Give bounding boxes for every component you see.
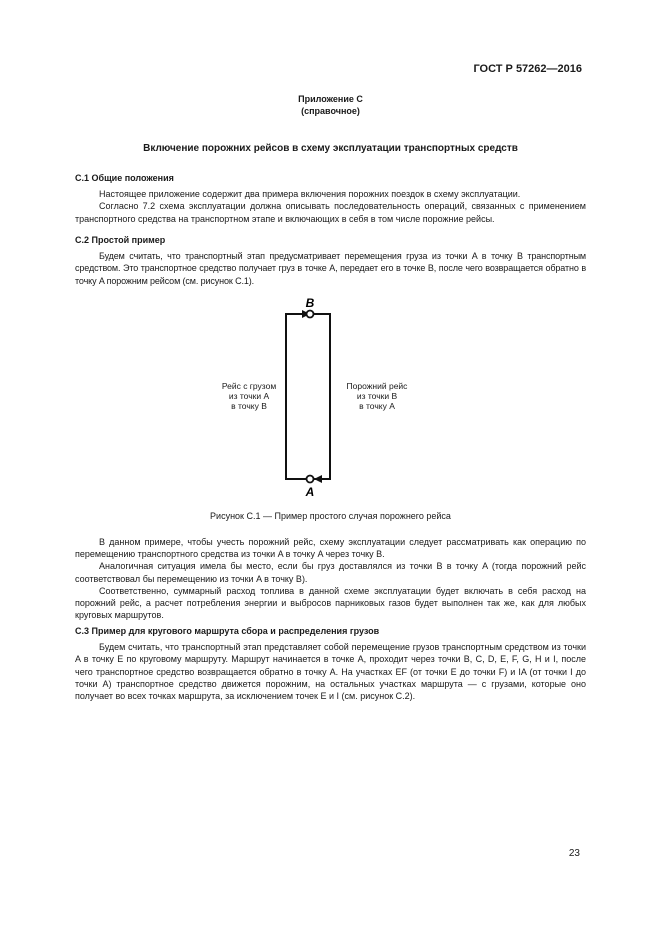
section-c1: [75, 172, 586, 225]
section-c3: [75, 625, 586, 702]
annex-heading: [0, 93, 661, 117]
figure-c1: [214, 295, 444, 505]
arrow-to-a-icon: [314, 475, 322, 483]
section-c2-continued: [75, 536, 586, 621]
page-number: 23: [568, 848, 580, 859]
section-c2-heading: С.2 Простой пример: [75, 235, 166, 245]
empty-trip-label: Порожний рейс из точки B в точку A: [346, 381, 408, 411]
section-c2-paragraph-4: Соответственно, суммарный расход топлива в данной схеме эксплуатации будет включать в себя расход на порожний рейс, а расчет потребления энергии и выбросов парниковых газов будет выполнен так же, как для любых круговых маршрутов.: [75, 585, 586, 621]
section-c1-heading: С.1 Общие положения: [75, 173, 174, 183]
section-c1-paragraph-1: Настоящее приложение содержит два примера включения порожних поездок в схему эксплуатации.: [99, 189, 521, 200]
loaded-trip-label: Рейс с грузом из точки A в точку B: [221, 381, 277, 411]
section-c3-paragraph-1: Будем считать, что транспортный этап представляет собой перемещение грузов транспортным средством из точки A в точку E по круговому маршруту. Маршрут начинается в точке A, проходит через точки B, C, D, E, F, G, H и I, после чего транспортное средство возвращается обратно в точку A. На участках EF (от точки E до точки F) и IA (от точки I до точки A) транспортное средство движется порожним, на остальных участках маршрута — с грузами, которые оно получает во всех точках маршрута, за исключением точек E и I (см. рисунок С.2).: [75, 642, 586, 702]
annex-note: (справочное): [301, 106, 360, 116]
point-a-label: A: [305, 485, 315, 499]
section-c1-paragraph-2: Согласно 7.2 схема эксплуатации должна описывать последовательность операций, связанных с применением транспортного средства на транспортном этапе и включающих в себя в том числе порожние рейсы.: [75, 201, 586, 224]
section-c2: [75, 234, 586, 287]
section-c3-heading: С.3 Пример для кругового маршрута сбора и распределения грузов: [75, 626, 380, 636]
section-c2-paragraph-2: В данном примере, чтобы учесть порожний рейс, схему эксплуатации следует рассматривать как операцию по перемещению транспортного средства из точки A в точку A через точку B.: [75, 537, 586, 560]
section-c2-paragraph-3: Аналогичная ситуация имела бы место, если бы груз доставлялся из точки B в точку A (тогда порожний рейс соответствовал бы перемещению из точки A в точку B).: [75, 561, 586, 584]
section-c2-paragraph-1: Будем считать, что транспортный этап предусматривает перемещения груза из точки A в точку B транспортным средством. Это транспортное средство получает груз в точке A, передает его в точке B, после чего возвращается обратно в точку A порожним рейсом (см. рисунок С.1).: [75, 251, 586, 286]
route-loop: [286, 314, 330, 479]
annex-title: Приложение С: [298, 94, 363, 104]
annex-main-title: Включение порожних рейсов в схему эксплуатации транспортных средств: [143, 143, 518, 154]
point-b-label: B: [305, 296, 315, 310]
point-b-marker: [307, 311, 314, 318]
figure-c1-caption: Рисунок С.1 — Пример простого случая порожнего рейса: [210, 511, 451, 521]
point-a-marker: [307, 476, 314, 483]
document-id: ГОСТ Р 57262—2016: [473, 63, 582, 75]
